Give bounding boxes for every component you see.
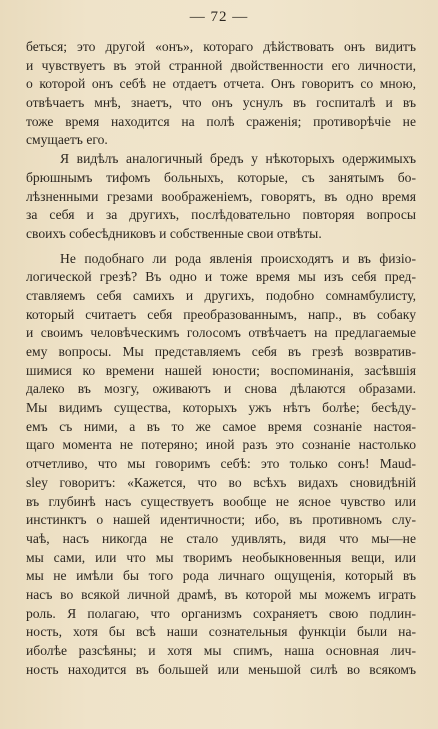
text-line: и своимъ человѣческимъ голосомъ отвѣчаетъ на предлагаемые	[26, 325, 416, 341]
text-line: шимися ко времени нашей юности; воспоминанія, засѣвшія	[26, 362, 416, 378]
page-number: — 72 —	[189, 9, 249, 25]
text-line: емъ съ ними, а въ то же самое время сознаніе настоя-	[26, 418, 416, 434]
text-line: Мы видимъ существа, которыхъ ужъ нѣтъ болѣе; бесѣду-	[26, 400, 416, 416]
text-line: ность, хотя бы всѣ наши сознательныя функціи были на-	[26, 624, 416, 640]
text-line: беться; это другой «онъ», котораго дѣйствовать онъ видитъ	[26, 39, 416, 54]
text-line: и чувствуетъ въ этой странной двойственности его личности,	[26, 57, 416, 73]
text-line: логической грезѣ? Въ одно и тоже время мы изъ себя пред-	[26, 269, 416, 285]
text-line: тоже время находится на полѣ сраженія; противорѣчіе не	[26, 113, 416, 129]
text-line: далеко въ мозгу, оживаютъ и снова дѣлаются образами.	[26, 381, 416, 397]
text-line: ность находится въ большей или меньшой силѣ во всякомъ	[26, 661, 416, 677]
text-line: иболѣе разсѣяны; и хотя мы спимъ, наша основная лич-	[26, 643, 416, 658]
text-line: въ глубинѣ насъ существуетъ вообще не ясное чувство или	[26, 493, 416, 509]
text-line: чаѣ, насъ никогда не стало удивлять, видя что мы—не	[26, 530, 416, 546]
text-line: смущаетъ его.	[26, 132, 108, 148]
text-line: лѣзненными грезами воображеніемъ, говорятъ, въ одно время	[26, 188, 416, 204]
text-line: sley говоритъ: «Кажется, что во всѣхъ видахъ сновидѣній	[26, 474, 416, 490]
text-line: мы не имѣли бы того рода личнаго ощущенія, который въ	[26, 568, 416, 584]
text-line: насъ во всякой личной драмѣ, въ которой мы можемъ играть	[26, 586, 416, 602]
text-line: отвѣчаетъ мнѣ, знаетъ, что онъ уснулъ въ госпиталѣ и въ	[26, 95, 416, 111]
text-line: за себя и за другихъ, послѣдовательно повторяя вопросы	[26, 207, 416, 223]
text-line: брюшнымъ тифомъ больныхъ, которые, съ занятымъ бо-	[26, 169, 416, 185]
text-line: щаго момента не потеряно; иной разъ это сознаніе настолько	[26, 437, 416, 453]
text-line: инстинктъ о нашей идентичности; ибо, въ противномъ слу-	[26, 512, 416, 528]
text-line: своихъ собесѣдниковъ и собственные свои отвѣты.	[26, 225, 322, 241]
text-line: о которой онъ себѣ не отдаетъ отчета. Онъ говоритъ со мною,	[26, 76, 416, 92]
text-line: ставляемъ себя самихъ и другихъ, подобно сомнамбулисту,	[26, 287, 416, 303]
text-line: который считаетъ себя преобразованнымъ, напр., въ собаку	[26, 306, 416, 322]
body-text	[26, 38, 416, 679]
text-line: ему вопросы. Мы представляемъ себя въ грезѣ возвратив-	[26, 344, 416, 359]
text-line: мы сами, или что мы творимъ необыкновенныя вещи, или	[26, 549, 416, 565]
text-line: Я видѣлъ аналогичный бредъ у нѣкоторыхъ одержимыхъ	[60, 151, 416, 167]
text-line: отчетливо, что мы говоримъ себѣ: это только сонъ! Maud-	[26, 456, 416, 472]
text-line: роль. Я полагаю, что организмъ сохраняетъ свою подлин-	[26, 605, 416, 621]
text-line: Не подобнаго ли рода явленія происходятъ и въ физіо-	[60, 250, 416, 266]
